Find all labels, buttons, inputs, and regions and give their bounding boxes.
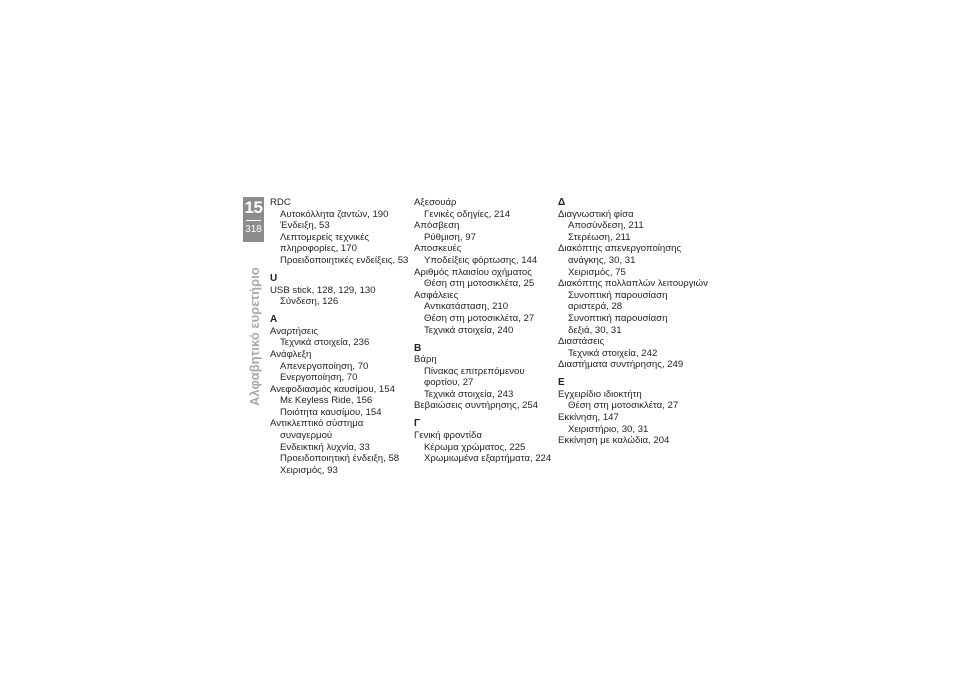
index-section [414, 197, 550, 336]
index-subentry: Τεχνικά στοιχεία, 240 [424, 324, 514, 336]
section-letter: Ε [558, 377, 565, 389]
chapter-number: 15 [244, 198, 263, 217]
index-subentry: Προειδοποιητικές ενδείξεις, 53 [280, 254, 409, 266]
index-subentry: Αντικατάσταση, 210 [424, 301, 509, 313]
index-column-1 [270, 197, 409, 483]
index-entry: Γενική φροντίδα [414, 430, 482, 442]
index-entry: RDC [270, 197, 291, 208]
index-entry: Εκκίνηση με καλώδια, 204 [558, 435, 670, 447]
index-section [414, 418, 550, 464]
index-entry: Βεβαιώσεις συντήρησης, 254 [414, 400, 539, 412]
tab-divider [246, 220, 261, 221]
index-subentry: Τεχνικά στοιχεία, 236 [280, 337, 370, 349]
section-letter: Γ [414, 418, 421, 430]
index-subentry: Υποδείξεις φόρτωσης, 144 [424, 254, 538, 266]
index-entry: Διακόπτης απενεργοποίησης [558, 243, 682, 255]
index-entry: Βάρη [414, 354, 437, 366]
index-subentry: αριστερά, 28 [568, 301, 623, 313]
index-entry: Ασφάλειες [414, 289, 459, 301]
section-letter: Α [270, 314, 278, 326]
index-subentry: Ένδειξη, 53 [280, 220, 330, 232]
index-section [270, 197, 409, 267]
index-subentry: Προειδοποιητική ένδειξη, 58 [280, 453, 400, 465]
index-subentry: Με Keyless Ride, 156 [280, 395, 373, 407]
index-subentry: Τεχνικά στοιχεία, 242 [568, 347, 658, 359]
index-section [270, 314, 406, 476]
index-subentry: Γενικές οδηγίες, 214 [424, 208, 511, 220]
page-number: 318 [245, 224, 262, 235]
index-subentry: Τεχνικά στοιχεία, 243 [424, 388, 514, 400]
index-subentry: Θέση στη μοτοσικλέτα, 27 [568, 400, 679, 412]
index-subentry: Χειρισμός, 75 [568, 266, 626, 278]
index-subentry: Αυτοκόλλητα ζαντών, 190 [280, 208, 389, 220]
index-subentry: Αποσύνδεση, 211 [568, 220, 644, 232]
index-subentry: Ενεργοποίηση, 70 [280, 372, 358, 384]
index-entry: Ανάφλεξη [270, 348, 312, 360]
index-subentry: φορτίου, 27 [424, 377, 474, 389]
index-subentry: Ρύθμιση, 97 [424, 231, 476, 243]
index-subentry: Θέση στη μοτοσικλέτα, 27 [424, 312, 535, 324]
chapter-tab [243, 197, 264, 242]
index-subentry: δεξιά, 30, 31 [568, 324, 622, 336]
index-entry: Διακόπτης πολλαπλών λειτουργιών [558, 278, 708, 290]
index-entry: Εκκίνηση, 147 [558, 412, 619, 424]
index-column-2 [414, 197, 550, 471]
index-subentry: Συνοπτική παρουσίαση [568, 312, 668, 324]
index-subentry: Κέρωμα χρώματος, 225 [424, 441, 526, 453]
index-section [414, 343, 550, 413]
index-subentry: Ποιότητα καυσίμου, 154 [280, 406, 382, 418]
index-column-3 [558, 197, 708, 453]
index-subentry: Πίνακας επιτρεπόμενου [424, 365, 525, 377]
index-section [558, 197, 708, 371]
index-entry: Διαγνωστική φίσα [558, 208, 634, 220]
index-section [558, 377, 688, 447]
index-subentry: Απενεργοποίηση, 70 [280, 360, 369, 372]
index-subentry: Ενδεικτική λυχνία, 33 [280, 441, 370, 453]
index-entry: Εγχειρίδιο ιδιοκτήτη [558, 388, 642, 400]
index-entry: Αριθμός πλαισίου οχήματος [414, 266, 532, 278]
index-entry: Ανεφοδιασμός καυσίμου, 154 [270, 383, 395, 395]
index-entry: Απόσβεση [414, 220, 460, 232]
index-entry: Αντικλεπτικό σύστημα [270, 418, 364, 430]
index-section [270, 273, 406, 308]
chapter-title: Αλφαβητικό ευρετήριο [247, 267, 262, 406]
index-subentry: πληροφορίες, 170 [280, 243, 357, 255]
section-letter: U [270, 272, 278, 284]
index-entry: Αναρτήσεις [270, 325, 318, 337]
index-subentry: Χρωμιωμένα εξαρτήματα, 224 [424, 453, 552, 465]
index-entry: Διαστάσεις [558, 336, 605, 348]
index-subentry: Συνοπτική παρουσίαση [568, 289, 668, 301]
index-subentry: Λεπτομερείς τεχνικές [280, 231, 369, 243]
index-entry: USB stick, 128, 129, 130 [270, 284, 376, 296]
index-subentry: Θέση στη μοτοσικλέτα, 25 [424, 278, 535, 290]
index-subentry: Χειρισμός, 93 [280, 464, 338, 476]
section-letter: Δ [558, 197, 566, 208]
index-subentry: Στερέωση, 211 [568, 231, 631, 243]
index-subentry: συναγερμού [280, 430, 333, 442]
index-subentry: ανάγκης, 30, 31 [568, 254, 636, 266]
index-entry: Αποσκευές [414, 243, 462, 255]
index-entry: Αξεσουάρ [414, 197, 457, 208]
index-entry: Διαστήματα συντήρησης, 249 [558, 359, 684, 371]
index-subentry: Χειριστήριο, 30, 31 [568, 423, 649, 435]
section-letter: Β [414, 342, 422, 354]
index-subentry: Σύνδεση, 126 [280, 296, 339, 308]
